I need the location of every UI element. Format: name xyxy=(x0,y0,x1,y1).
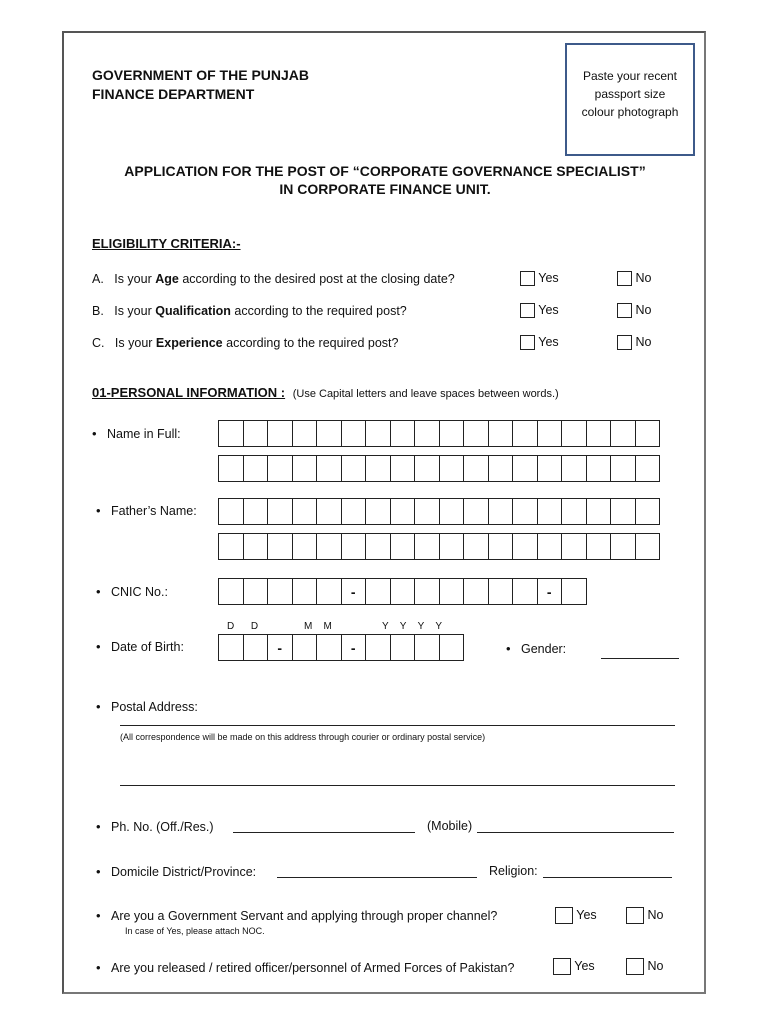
char-box[interactable] xyxy=(635,420,661,447)
char-box[interactable] xyxy=(218,533,244,560)
title-line-2: IN CORPORATE FINANCE UNIT. xyxy=(279,181,491,197)
char-box[interactable] xyxy=(267,498,293,525)
question-bold: Qualification xyxy=(155,304,231,318)
cnic-boxes[interactable] xyxy=(219,578,587,605)
experience-no-option[interactable] xyxy=(617,335,651,350)
char-box[interactable] xyxy=(439,533,465,560)
mobile-field[interactable] xyxy=(477,832,674,833)
char-box[interactable] xyxy=(243,634,269,661)
char-box[interactable] xyxy=(512,498,538,525)
question-letter: B. xyxy=(92,304,104,318)
char-box[interactable] xyxy=(365,455,391,482)
char-box[interactable] xyxy=(586,533,612,560)
gender-label: Gender: xyxy=(520,642,567,656)
char-box[interactable] xyxy=(390,634,416,661)
char-box[interactable] xyxy=(341,420,367,447)
experience-no-checkbox[interactable] xyxy=(617,335,632,350)
char-box[interactable] xyxy=(488,455,514,482)
char-box[interactable] xyxy=(414,420,440,447)
separator-cell: - xyxy=(537,578,563,605)
char-box[interactable] xyxy=(635,455,661,482)
bullet: • xyxy=(96,639,101,654)
bullet: • xyxy=(96,584,101,599)
char-box[interactable] xyxy=(390,455,416,482)
dob-header-m2: M xyxy=(323,621,332,632)
mobile-label: (Mobile) xyxy=(427,819,473,833)
photo-text-2: passport size xyxy=(594,87,666,101)
char-box[interactable] xyxy=(316,533,342,560)
dob-header-y1: Y xyxy=(382,621,389,632)
separator-cell: - xyxy=(267,634,293,661)
phone-field[interactable] xyxy=(233,832,415,833)
char-box[interactable] xyxy=(512,578,538,605)
bullet: • xyxy=(506,641,511,656)
title-line-1: APPLICATION FOR THE POST OF “CORPORATE GOVERNANCE SPECIALIST” xyxy=(124,163,646,179)
armed-question-row xyxy=(96,960,514,975)
yes-label: Yes xyxy=(538,303,559,317)
armed-yes-checkbox[interactable] xyxy=(553,958,571,975)
char-box[interactable] xyxy=(635,533,661,560)
domicile-label-row xyxy=(96,864,256,879)
dob-boxes[interactable] xyxy=(219,634,464,661)
question-post: according to the desired post at the closing date? xyxy=(178,272,455,286)
char-box[interactable] xyxy=(365,420,391,447)
char-box[interactable] xyxy=(365,634,391,661)
govt-yes-checkbox[interactable] xyxy=(555,907,573,924)
char-box[interactable] xyxy=(488,498,514,525)
dob-header-m1: M xyxy=(304,621,313,632)
char-box[interactable] xyxy=(390,498,416,525)
govt-no-checkbox[interactable] xyxy=(626,907,644,924)
char-box[interactable] xyxy=(292,578,318,605)
char-box[interactable] xyxy=(463,578,489,605)
char-box[interactable] xyxy=(414,533,440,560)
separator-cell: - xyxy=(341,578,367,605)
experience-yes-option[interactable] xyxy=(520,335,559,350)
char-box[interactable] xyxy=(439,634,465,661)
char-box[interactable] xyxy=(267,533,293,560)
char-box[interactable] xyxy=(414,578,440,605)
char-box[interactable] xyxy=(267,455,293,482)
eligibility-question-c xyxy=(92,336,398,350)
armed-no-option[interactable] xyxy=(626,958,663,975)
postal-note: (All correspondence will be made on this address through courier or ordinary postal service) xyxy=(120,732,486,742)
dob-header-d2: D xyxy=(250,621,259,632)
question-letter: C. xyxy=(92,336,105,350)
char-box[interactable] xyxy=(316,498,342,525)
govt-question: Are you a Government Servant and applying through proper channel? xyxy=(110,909,498,923)
char-box[interactable] xyxy=(635,498,661,525)
char-box[interactable] xyxy=(341,498,367,525)
dob-day-header xyxy=(227,621,258,632)
religion-field[interactable] xyxy=(543,877,672,878)
char-box[interactable] xyxy=(537,498,563,525)
char-box[interactable] xyxy=(610,498,636,525)
qualification-yes-checkbox[interactable] xyxy=(520,303,535,318)
char-box[interactable] xyxy=(243,578,269,605)
qualification-no-option[interactable] xyxy=(617,303,651,318)
bullet: • xyxy=(92,426,97,441)
application-title xyxy=(90,162,680,198)
personal-info-note: (Use Capital letters and leave spaces between words.) xyxy=(292,388,559,400)
char-box[interactable] xyxy=(561,578,587,605)
cnic-label: CNIC No.: xyxy=(110,585,168,599)
char-box[interactable] xyxy=(439,455,465,482)
question-bold: Experience xyxy=(155,336,223,350)
char-box[interactable] xyxy=(390,578,416,605)
char-box[interactable] xyxy=(561,455,587,482)
eligibility-question-b xyxy=(92,304,407,318)
religion-label: Religion: xyxy=(489,864,538,878)
govt-no-option[interactable] xyxy=(626,907,663,924)
yes-label: Yes xyxy=(574,958,595,973)
char-box[interactable] xyxy=(488,420,514,447)
phone-label-row xyxy=(96,819,214,834)
char-box[interactable] xyxy=(463,533,489,560)
char-box[interactable] xyxy=(512,533,538,560)
yes-label: Yes xyxy=(576,907,597,922)
photo-text-1: Paste your recent xyxy=(582,69,678,83)
bullet: • xyxy=(96,503,101,518)
domicile-label: Domicile District/Province: xyxy=(110,865,257,879)
gender-field[interactable] xyxy=(601,658,679,659)
eligibility-question-a xyxy=(92,272,455,286)
no-label: No xyxy=(635,271,652,285)
char-box[interactable] xyxy=(537,455,563,482)
no-label: No xyxy=(647,907,664,922)
char-box[interactable] xyxy=(463,498,489,525)
separator-cell: - xyxy=(341,634,367,661)
armed-question: Are you released / retired officer/personnel of Armed Forces of Pakistan? xyxy=(110,961,515,975)
char-box[interactable] xyxy=(292,533,318,560)
cnic-label-row xyxy=(96,584,168,599)
bullet: • xyxy=(96,819,101,834)
char-box[interactable] xyxy=(512,455,538,482)
char-box[interactable] xyxy=(218,578,244,605)
father-label: Father’s Name: xyxy=(110,504,197,518)
question-letter: A. xyxy=(92,272,104,286)
phone-label: Ph. No. (Off./Res.) xyxy=(110,820,214,834)
header-government: GOVERNMENT OF THE PUNJAB xyxy=(92,67,310,83)
qualification-yes-option[interactable] xyxy=(520,303,559,318)
char-box[interactable] xyxy=(610,533,636,560)
header-department: FINANCE DEPARTMENT xyxy=(92,86,255,102)
char-box[interactable] xyxy=(218,420,244,447)
char-box[interactable] xyxy=(267,420,293,447)
age-no-option[interactable] xyxy=(617,271,651,286)
dob-header-y2: Y xyxy=(399,621,407,632)
char-box[interactable] xyxy=(390,533,416,560)
bullet: • xyxy=(96,864,101,879)
personal-info-heading-row xyxy=(92,385,559,400)
char-box[interactable] xyxy=(243,420,269,447)
experience-yes-checkbox[interactable] xyxy=(520,335,535,350)
question-pre: Is your xyxy=(114,272,156,286)
armed-no-checkbox[interactable] xyxy=(626,958,644,975)
char-box[interactable] xyxy=(586,455,612,482)
bullet: • xyxy=(96,699,101,714)
question-post: according to the required post? xyxy=(230,304,407,318)
dob-label: Date of Birth: xyxy=(110,640,184,654)
char-box[interactable] xyxy=(218,498,244,525)
age-no-checkbox[interactable] xyxy=(617,271,632,286)
char-box[interactable] xyxy=(316,634,342,661)
personal-info-heading: 01-PERSONAL INFORMATION : xyxy=(92,385,286,400)
char-box[interactable] xyxy=(365,498,391,525)
char-box[interactable] xyxy=(414,498,440,525)
char-box[interactable] xyxy=(316,578,342,605)
yes-label: Yes xyxy=(538,335,559,349)
char-box[interactable] xyxy=(365,578,391,605)
char-box[interactable] xyxy=(463,420,489,447)
char-box[interactable] xyxy=(390,420,416,447)
char-box[interactable] xyxy=(292,498,318,525)
dob-header-y4: Y xyxy=(435,621,443,632)
char-box[interactable] xyxy=(439,420,465,447)
char-box[interactable] xyxy=(267,578,293,605)
dob-label-row xyxy=(96,639,184,654)
postal-label: Postal Address: xyxy=(110,700,198,714)
char-box[interactable] xyxy=(341,455,367,482)
char-box[interactable] xyxy=(365,533,391,560)
photo-text-3: colour photograph xyxy=(581,105,679,119)
char-box[interactable] xyxy=(316,420,342,447)
char-box[interactable] xyxy=(243,498,269,525)
dob-header-d1: D xyxy=(227,621,235,632)
photo-box[interactable] xyxy=(565,43,695,156)
form-header xyxy=(92,66,309,104)
gender-label-row xyxy=(506,641,566,656)
char-box[interactable] xyxy=(512,420,538,447)
question-post: according to the required post? xyxy=(222,336,399,350)
name-label: Name in Full: xyxy=(106,427,181,441)
char-box[interactable] xyxy=(537,420,563,447)
eligibility-heading: ELIGIBILITY CRITERIA:- xyxy=(92,236,241,251)
char-box[interactable] xyxy=(537,533,563,560)
char-box[interactable] xyxy=(292,420,318,447)
question-pre: Is your xyxy=(114,304,156,318)
dob-month-header xyxy=(304,621,332,632)
char-box[interactable] xyxy=(488,578,514,605)
char-box[interactable] xyxy=(586,420,612,447)
bullet: • xyxy=(96,960,101,975)
father-boxes-row-2[interactable] xyxy=(219,533,660,560)
char-box[interactable] xyxy=(243,533,269,560)
char-box[interactable] xyxy=(414,634,440,661)
char-box[interactable] xyxy=(292,634,318,661)
char-box[interactable] xyxy=(586,498,612,525)
postal-label-row xyxy=(96,699,198,714)
name-boxes-row-1[interactable] xyxy=(219,420,660,447)
char-box[interactable] xyxy=(218,634,244,661)
char-box[interactable] xyxy=(561,498,587,525)
no-label: No xyxy=(635,335,652,349)
char-box[interactable] xyxy=(561,420,587,447)
armed-yes-option[interactable] xyxy=(553,958,595,975)
char-box[interactable] xyxy=(561,533,587,560)
char-box[interactable] xyxy=(341,533,367,560)
char-box[interactable] xyxy=(316,455,342,482)
char-box[interactable] xyxy=(292,455,318,482)
postal-address-line-2[interactable] xyxy=(120,785,675,786)
char-box[interactable] xyxy=(610,455,636,482)
char-box[interactable] xyxy=(463,455,489,482)
yes-label: Yes xyxy=(538,271,559,285)
father-label-row xyxy=(96,503,197,518)
char-box[interactable] xyxy=(439,578,465,605)
bullet: • xyxy=(96,908,101,923)
question-bold: Age xyxy=(155,272,179,286)
father-boxes-row-1[interactable] xyxy=(219,498,660,525)
qualification-no-checkbox[interactable] xyxy=(617,303,632,318)
dob-header-y3: Y xyxy=(417,621,425,632)
char-box[interactable] xyxy=(439,498,465,525)
age-yes-checkbox[interactable] xyxy=(520,271,535,286)
char-box[interactable] xyxy=(218,455,244,482)
char-box[interactable] xyxy=(243,455,269,482)
no-label: No xyxy=(635,303,652,317)
govt-question-row xyxy=(96,908,497,923)
name-label-row xyxy=(92,426,181,441)
govt-note: In case of Yes, please attach NOC. xyxy=(125,926,265,936)
char-box[interactable] xyxy=(610,420,636,447)
domicile-field[interactable] xyxy=(277,877,477,878)
name-boxes-row-2[interactable] xyxy=(219,455,660,482)
postal-address-line-1[interactable] xyxy=(120,725,675,726)
dob-year-header xyxy=(382,621,442,632)
char-box[interactable] xyxy=(414,455,440,482)
char-box[interactable] xyxy=(488,533,514,560)
no-label: No xyxy=(647,958,664,973)
question-pre: Is your xyxy=(114,336,156,350)
govt-yes-option[interactable] xyxy=(555,907,597,924)
age-yes-option[interactable] xyxy=(520,271,559,286)
